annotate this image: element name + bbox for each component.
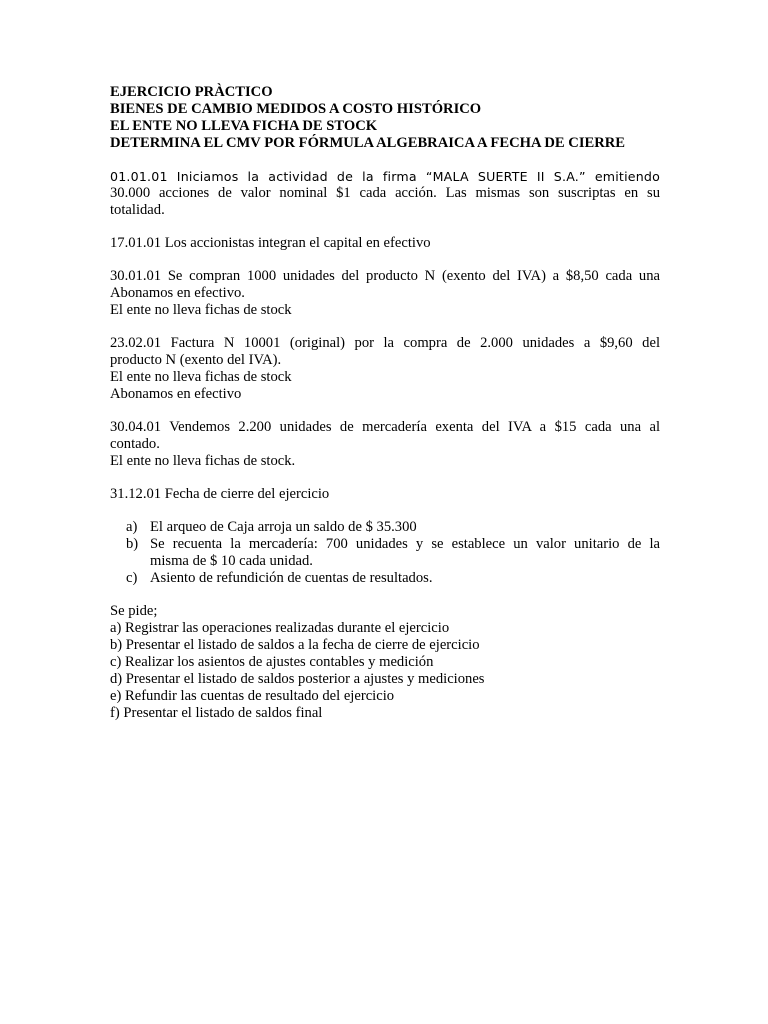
- entry-30-04-line1: 30.04.01 Vendemos 2.200 unidades de mercadería exenta del IVA a $15 cada una al: [110, 419, 660, 435]
- entry-31-12-line1: 31.12.01 Fecha de cierre del ejercicio: [110, 486, 330, 502]
- entry-31-12: [110, 486, 660, 503]
- task-item: b) Presentar el listado de saldos a la fecha de cierre de ejercicio: [110, 637, 480, 653]
- list-item: [110, 536, 660, 570]
- entry-30-04-line2: contado.: [110, 436, 160, 452]
- list-item-text-line1: Se recuenta la mercadería: 700 unidades y se establece un valor unitario de la: [150, 536, 660, 552]
- closing-sublist: [110, 519, 660, 587]
- entry-01-01-line2: 30.000 acciones de valor nominal $1 cada acción. Las mismas son suscriptas en su: [110, 185, 660, 201]
- list-item-text: Asiento de refundición de cuentas de resultados.: [150, 570, 433, 586]
- entry-17-01-line1: 17.01.01 Los accionistas integran el capital en efectivo: [110, 235, 431, 251]
- tasks-title: Se pide;: [110, 603, 158, 619]
- list-item: [110, 570, 660, 587]
- entry-30-01-line2: Abonamos en efectivo.: [110, 285, 245, 301]
- list-marker: b): [126, 536, 139, 552]
- entry-23-02-line4: Abonamos en efectivo: [110, 386, 242, 402]
- task-item: d) Presentar el listado de saldos posterior a ajustes y mediciones: [110, 671, 485, 687]
- entry-01-01-line3: totalidad.: [110, 202, 165, 218]
- document-headings: [110, 84, 660, 152]
- heading-subtitle-3: DETERMINA EL CMV POR FÓRMULA ALGEBRAICA A FECHA DE CIERRE: [110, 135, 626, 151]
- entry-23-02-line2: producto N (exento del IVA).: [110, 352, 282, 368]
- entry-30-01-line3: El ente no lleva fichas de stock: [110, 302, 292, 318]
- entry-30-04: [110, 419, 660, 470]
- entry-30-01: [110, 268, 660, 319]
- entry-30-01-line1: 30.01.01 Se compran 1000 unidades del producto N (exento del IVA) a $8,50 cada una: [110, 268, 660, 284]
- entry-01-01-line1: 01.01.01 Iniciamos la actividad de la firma “MALA SUERTE II S.A.” emitiendo: [110, 169, 660, 184]
- list-item: [110, 519, 660, 536]
- entry-01-01: [110, 168, 660, 219]
- tasks-section: [110, 603, 660, 722]
- entry-30-04-line3: El ente no lleva fichas de stock.: [110, 453, 296, 469]
- entry-17-01: [110, 235, 660, 252]
- list-item-text: [150, 536, 660, 570]
- heading-subtitle-2: EL ENTE NO LLEVA FICHA DE STOCK: [110, 118, 378, 134]
- entry-23-02-line1: 23.02.01 Factura N 10001 (original) por la compra de 2.000 unidades a $9,60 del: [110, 335, 660, 351]
- document-page: [110, 84, 660, 722]
- heading-subtitle-1: BIENES DE CAMBIO MEDIDOS A COSTO HISTÓRICO: [110, 101, 482, 117]
- list-marker: c): [126, 570, 138, 586]
- entry-23-02: [110, 335, 660, 403]
- task-item: e) Refundir las cuentas de resultado del ejercicio: [110, 688, 395, 704]
- list-item-text-line2: misma de $ 10 cada unidad.: [150, 553, 313, 569]
- heading-title: EJERCICIO PRÀCTICO: [110, 84, 273, 100]
- task-item: a) Registrar las operaciones realizadas durante el ejercicio: [110, 620, 450, 636]
- entry-23-02-line3: El ente no lleva fichas de stock: [110, 369, 292, 385]
- list-item-text: El arqueo de Caja arroja un saldo de $ 35.300: [150, 519, 417, 535]
- list-marker: a): [126, 519, 138, 535]
- task-item: f) Presentar el listado de saldos final: [110, 705, 323, 721]
- task-item: c) Realizar los asientos de ajustes contables y medición: [110, 654, 434, 670]
